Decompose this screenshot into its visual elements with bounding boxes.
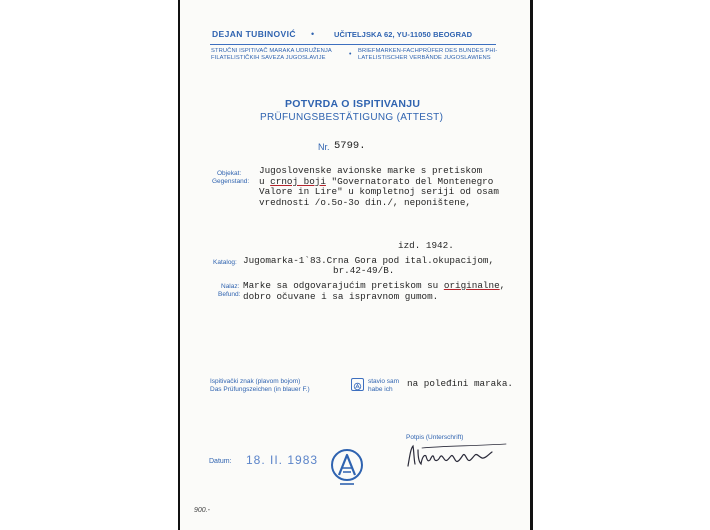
katalog-line-2: br.42-49/B. (333, 265, 395, 276)
nalaz-line-2: dobro očuvane i sa ispravnom gumom. (243, 290, 439, 302)
issuer-title-sr-2: FILATELISTIČKIH SAVEZA JUGOSLAVIJE (211, 55, 326, 61)
certificate-sheet (180, 0, 530, 530)
objekat-label: Objekat: (217, 170, 242, 177)
issuer-title-sr-1: STRUČNI ISPITIVAČ MARAKA UDRUŽENJA (211, 48, 332, 54)
gegenstand-label: Gegenstand: (212, 178, 250, 185)
befund-label: Befund: (218, 291, 241, 298)
underlined-originalne: originalne (443, 280, 500, 291)
objekat-line-3-text: Valore in Lire" u kompletnoj seriji od osam (259, 186, 499, 198)
issuer-title-de-1: BRIEFMARKEN-FACHPRÜFER DES BUNDES PHI- (358, 48, 498, 54)
issuer-address: UČITELJSKA 62, YU-11050 BEOGRAD (334, 30, 473, 39)
nalaz-line-1-post: , (499, 280, 506, 291)
date-stamp: 18. II. 1983 (246, 453, 319, 467)
objekat-line-2-pre: u (259, 175, 271, 187)
number-label: Nr. (318, 142, 330, 152)
katalog-line-1: Jugomarka-1`83.Crna Gora pod ital.okupacijom, (243, 255, 495, 266)
katalog-label: Katalog: (213, 259, 237, 266)
habe-ich-label: habe ich (368, 386, 393, 393)
signature-label: Potpis (Unterschrift) (406, 434, 464, 441)
mark-location-text: na poleđini maraka. (407, 378, 514, 389)
document-title: POTVRDA O ISPITIVANJU (285, 98, 421, 110)
scan-border-right (530, 0, 533, 530)
objekat-line-2-post: "Governatorato del Montenegro (325, 175, 494, 187)
pencil-price-note: 900.- (194, 507, 210, 514)
pruefungszeichen-label: Das Prüfungszeichen (in blauer F.) (210, 386, 310, 393)
examiner-seal-icon (330, 448, 364, 488)
nalaz-label: Nalaz: (221, 283, 240, 290)
objekat-text (259, 166, 499, 209)
header-rule (210, 44, 496, 45)
stavio-sam-label: stavio sam (368, 378, 400, 385)
datum-label: Datum: (209, 458, 232, 465)
document-subtitle: PRÜFUNGSBESTÄTIGUNG (ATTEST) (260, 112, 444, 123)
handwritten-signature (402, 440, 510, 470)
examiner-mark-icon (351, 378, 364, 391)
header-bullet: • (311, 29, 315, 39)
objekat-line-4: vrednosti /o.5o-3o din./, neponištene, (259, 197, 472, 209)
issue-year: izd. 1942. (398, 240, 454, 251)
issuer-title-de-2: LATELISTISCHER VERBÄNDE JUGOSLAWIENS (358, 55, 491, 61)
subheader-bullet: • (349, 51, 352, 58)
objekat-line-1: Jugoslovenske avionske marke s pretiskom (259, 165, 483, 176)
issuer-name: DEJAN TUBINOVIĆ (212, 29, 296, 39)
certificate-number: 5799. (334, 140, 366, 152)
nalaz-text (243, 281, 505, 302)
nalaz-line-1-pre: Marke sa odgovarajućim pretiskom su (243, 280, 444, 291)
underlined-crnoj-boji: crnoj boji (270, 175, 326, 187)
ispitivacki-label: Ispitivački znak (plavom bojom) (210, 378, 301, 385)
